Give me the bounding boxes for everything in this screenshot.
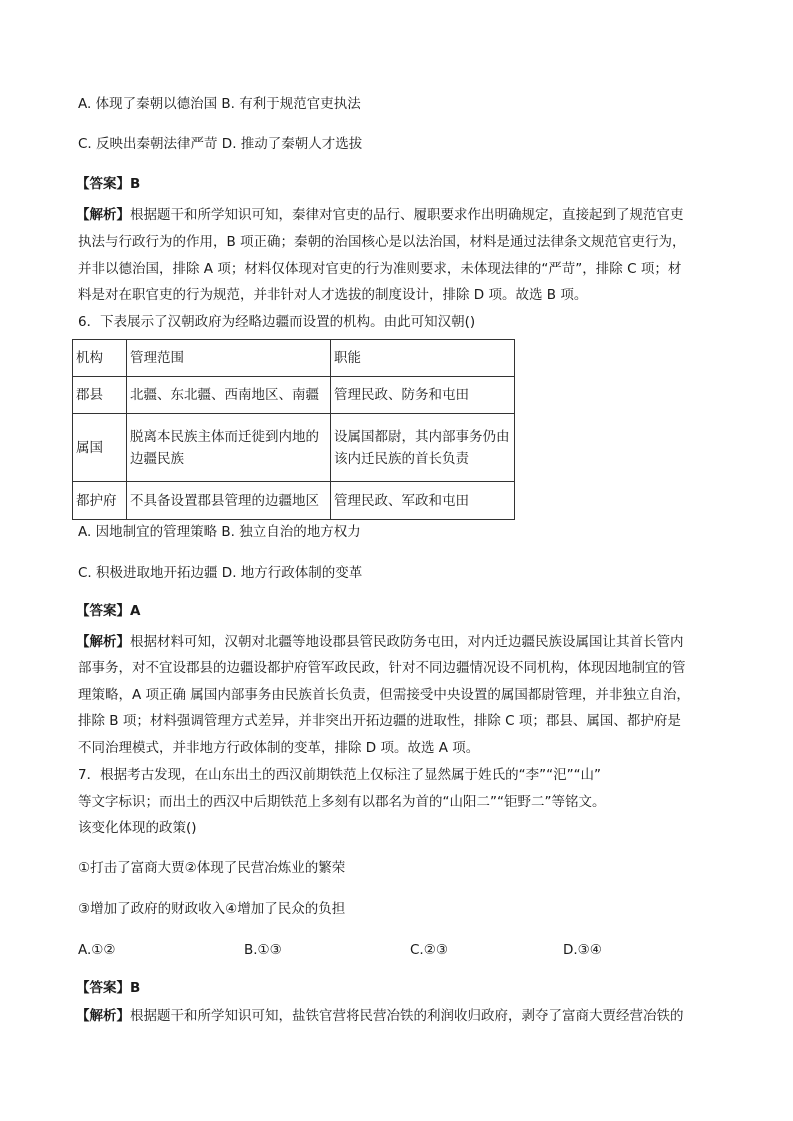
q5-options-line-2: C. 反映出秦朝法律严苛 D. 推动了秦朝人才选拔	[78, 136, 363, 152]
table-cell: 都护府	[73, 482, 127, 520]
q7-stem-line-2: 等文字标识；而出土的西汉中后期铁范上多刻有以郡名为首的“山阳二”“钜野二”等铭文。	[78, 794, 606, 810]
q7-choice-a: A.①②	[78, 942, 116, 958]
q6-answer: 【答案】A	[76, 603, 141, 619]
q5-options-line-1: A. 体现了秦朝以德治国 B. 有利于规范官吏执法	[78, 96, 361, 112]
q7-choice-d: D.③④	[563, 942, 602, 958]
q5-answer: 【答案】B	[76, 176, 141, 192]
table-header: 管理范围	[127, 340, 331, 377]
q6-analysis-line-3: 理策略，A 项正确 属国内部事务由民族首长负责，但需接受中央设置的属国都尉管理，并非独立自治，	[78, 687, 690, 703]
analysis-tag: 【解析】	[76, 207, 130, 223]
q6-options-line-2: C. 积极进取地开拓边疆 D. 地方行政体制的变革	[78, 565, 363, 581]
q5-analysis-line-3: 并非以德治国，排除 A 项；材料仅体现对官吏的行为准则要求，未体现法律的“严苛”，排除 C 项；材	[78, 261, 682, 277]
q7-items-line-1: ①打击了富商大贾②体现了民营冶炼业的繁荣	[78, 860, 346, 876]
table-row	[73, 482, 515, 520]
analysis-tag: 【解析】	[76, 634, 130, 650]
q6-analysis-line-1: 【解析】根据材料可知，汉朝对北疆等地设郡县管民政防务屯田，对内迁边疆民族设属国让其首长管内	[76, 634, 684, 650]
table-cell: 管理民政、防务和屯田	[331, 377, 515, 414]
institutions-table	[72, 339, 515, 520]
table-cell: 不具备设置郡县管理的边疆地区	[127, 482, 331, 520]
table-cell: 郡县	[73, 377, 127, 414]
q6-stem: 6．下表展示了汉朝政府为经略边疆而设置的机构。由此可知汉朝()	[78, 314, 476, 330]
q7-answer: 【答案】B	[76, 980, 141, 996]
table-header: 机构	[73, 340, 127, 377]
q7-choice-b: B.①③	[244, 942, 282, 958]
q7-stem-line-3: 该变化体现的政策()	[78, 820, 197, 836]
table-header: 职能	[331, 340, 515, 377]
q6-options-line-1: A. 因地制宜的管理策略 B. 独立自治的地方权力	[78, 524, 361, 540]
q7-items-line-2: ③增加了政府的财政收入④增加了民众的负担	[78, 901, 346, 917]
table-header-row	[73, 340, 515, 377]
q6-analysis-line-5: 不同治理模式，并非地方行政体制的变革，排除 D 项。故选 A 项。	[78, 740, 480, 756]
q7-stem-line-1: 7．根据考古发现，在山东出土的西汉前期铁范上仅标注了显然属于姓氏的“李”“汜”“山”	[78, 767, 602, 783]
q6-analysis-line-2: 部事务，对不宜设郡县的边疆设都护府管军政民政，针对不同边疆情况设不同机构，体现因地制宜的管	[78, 660, 686, 676]
q7-choice-c: C.②③	[410, 942, 448, 958]
table-cell: 北疆、东北疆、西南地区、南疆	[127, 377, 331, 414]
table-cell: 脱离本民族主体而迁徙到内地的边疆民族	[127, 414, 331, 482]
table-row	[73, 377, 515, 414]
table-cell: 设属国都尉，其内部事务仍由该内迁民族的首长负责	[331, 414, 515, 482]
q5-analysis-line-4: 料是对在职官吏的行为规范，并非针对人才选拔的制度设计，排除 D 项。故选 B 项。	[78, 287, 588, 303]
q7-analysis-line-1: 【解析】根据题干和所学知识可知，盐铁官营将民营冶铁的利润收归政府，剥夺了富商大贾经营冶铁的	[76, 1008, 684, 1024]
table-cell: 管理民政、军政和屯田	[331, 482, 515, 520]
table-row	[73, 414, 515, 482]
q5-analysis-line-2: 执法与行政行为的作用，B 项正确；秦朝的治国核心是以法治国，材料是通过法律条文规范官吏行为，	[78, 234, 686, 250]
table-cell: 属国	[73, 414, 127, 482]
q5-analysis-line-1: 【解析】根据题干和所学知识可知，秦律对官吏的品行、履职要求作出明确规定，直接起到了规范官吏	[76, 207, 684, 223]
q6-analysis-line-4: 排除 B 项；材料强调管理方式差异，并非突出开拓边疆的进取性，排除 C 项；郡县、属国、都护府是	[78, 713, 681, 729]
analysis-tag: 【解析】	[76, 1008, 130, 1024]
